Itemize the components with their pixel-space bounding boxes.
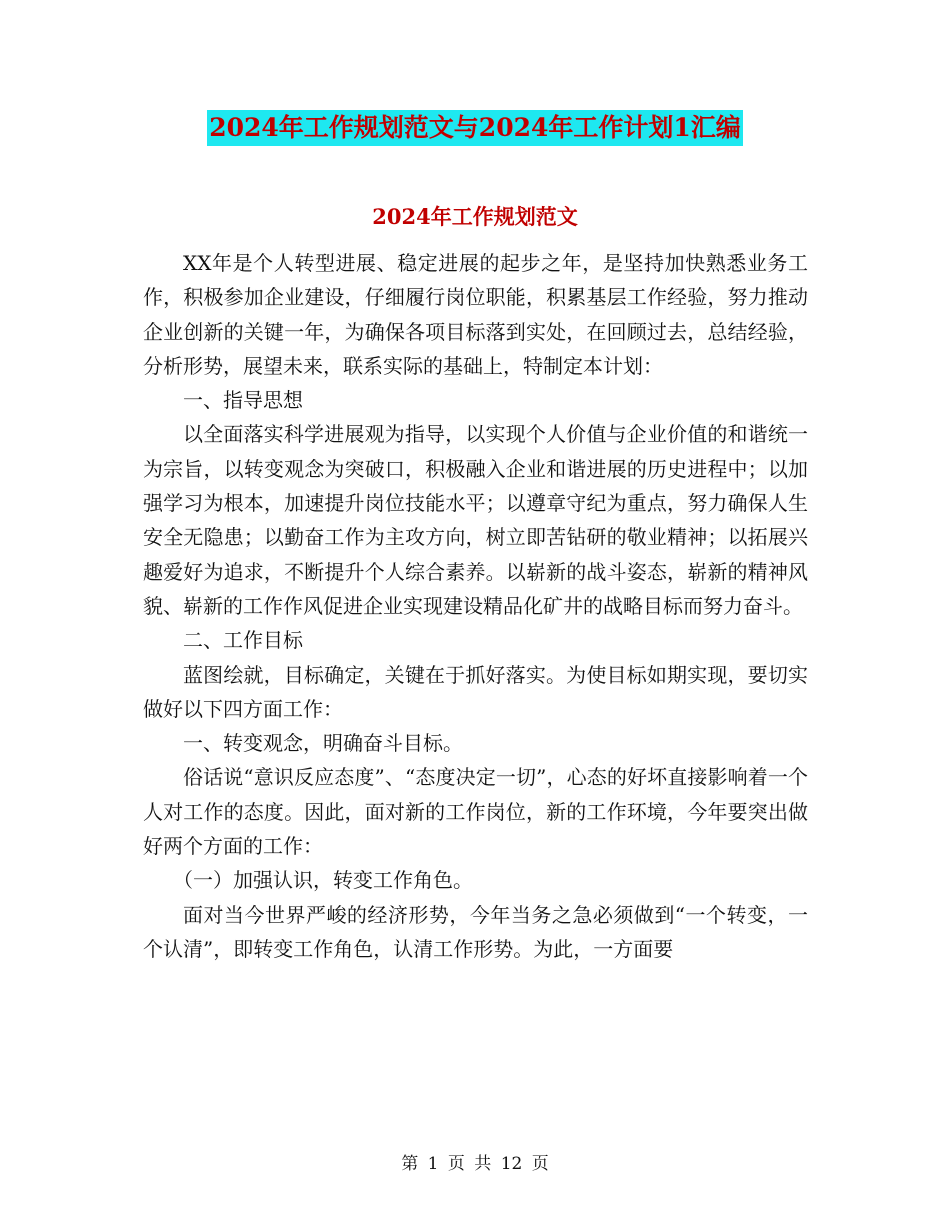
body-text: [143, 246, 808, 966]
main-title: 2024年工作规划范文与2024年工作计划1汇编: [207, 110, 743, 146]
paragraph-intro: XX年是个人转型进展、稳定进展的起步之年，是坚持加快熟悉业务工作，积极参加企业建设，仔细履行岗位职能，积累基层工作经验，努力推动企业创新的关键一年，为确保各项目标落到实处，在回顾过去，总结经验，分析形势，展望未来，联系实际的基础上，特制定本计划：: [143, 251, 808, 378]
paragraph-guiding-thought: 以全面落实科学进展观为指导，以实现个人价值与企业价值的和谐统一为宗旨，以转变观念为突破口，积极融入企业和谐进展的历史进程中；以加强学习为根本，加速提升岗位技能水平；以遵章守纪为重点，努力确保人生安全无隐患；以勤奋工作为主攻方向，树立即苦钻研的敬业精神；以拓展兴趣爱好为追求，不断提升个人综合素养。以崭新的战斗姿态，崭新的精神风貌、崭新的工作作风促进企业实现建设精品化矿井的战略目标而努力奋斗。: [143, 422, 808, 618]
paragraph-change-concept: 俗话说“意识反应态度”、“态度决定一切”，心态的好坏直接影响着一个人对工作的态度。因此，面对新的工作岗位，新的工作环境，今年要突出做好两个方面的工作：: [143, 765, 808, 859]
paragraph-economic-situation: 面对当今世界严峻的经济形势，今年当务之急必须做到“一个转变，一个认清”，即转变工作角色，认清工作形势。为此，一方面要: [143, 902, 808, 961]
subheading-strengthen-awareness: （一）加强认识，转变工作角色。: [173, 868, 473, 893]
paragraph-work-goals: 蓝图绘就，目标确定，关键在于抓好落实。为使目标如期实现，要切实做好以下四方面工作：: [143, 662, 808, 721]
heading-work-goals: 二、工作目标: [183, 628, 303, 653]
page-footer: 第 1 页 共 12 页: [401, 1154, 549, 1174]
section-title: 2024年工作规划范文: [372, 204, 578, 229]
heading-change-concept: 一、转变观念，明确奋斗目标。: [183, 731, 463, 756]
heading-guiding-thought: 一、指导思想: [183, 388, 303, 413]
main-title-container: [0, 110, 950, 146]
